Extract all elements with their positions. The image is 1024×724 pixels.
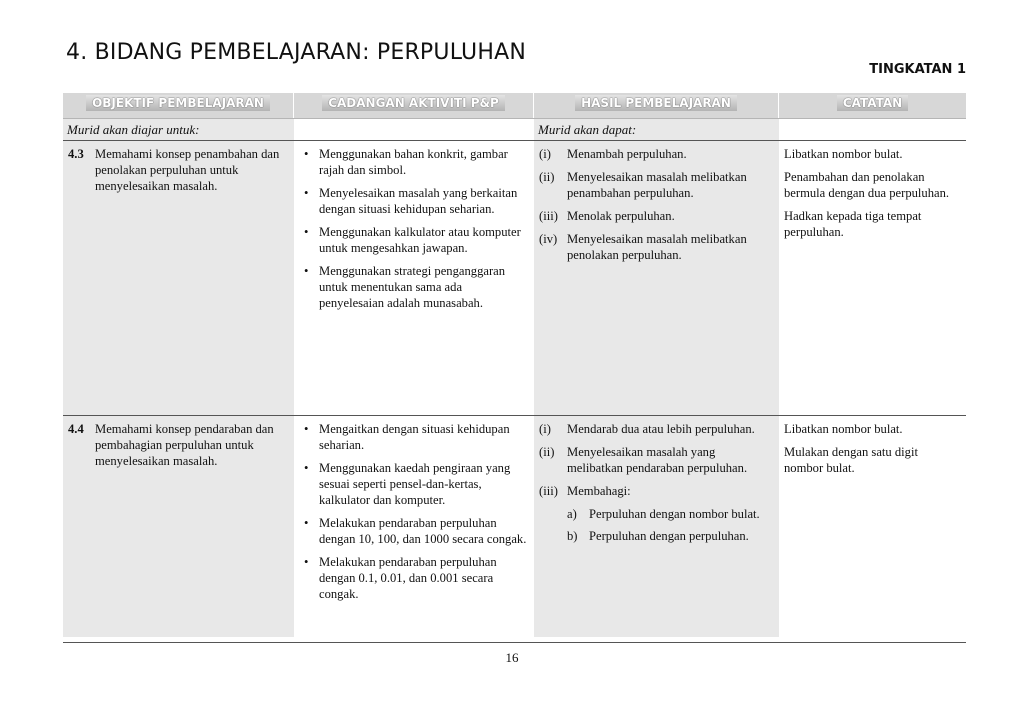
outcome-item [539, 444, 773, 476]
sub-outcome-item [567, 506, 760, 522]
objective-cell [63, 140, 294, 415]
outcome-number: (iv) [539, 232, 558, 246]
objective-text: Memahami konsep penambahan dan penolakan perpuluhan untuk menyelesaikan masalah. [95, 147, 280, 193]
outcome-body [567, 483, 760, 550]
outcome-item [539, 146, 773, 162]
outcome-text: Mendarab dua atau lebih perpuluhan. [567, 422, 755, 436]
objective-row [68, 421, 288, 469]
column-header-catatan [779, 88, 966, 118]
sub-outcome-list [567, 506, 760, 544]
column-header-objektif [63, 88, 294, 118]
outcome-item [539, 421, 773, 437]
activity-item: • Melakukan pendaraban perpuluhan dengan 10, 100, dan 1000 secara congak. [299, 515, 528, 547]
outcome-text: Menyelesaikan masalah yang melibatkan pendaraban perpuluhan. [567, 445, 748, 475]
outcome-list [539, 146, 773, 263]
outcome-number: (iii) [539, 484, 558, 498]
column-header-label: CATATAN [837, 95, 908, 111]
activity-item: • Menggunakan strategi penganggaran untuk menentukan sama ada penyelesaian adalah munasabah. [299, 263, 528, 311]
outcome-list [539, 421, 773, 550]
note-text: Mulakan dengan satu digit nombor bulat. [784, 445, 918, 475]
outcome-number: (iii) [539, 209, 558, 223]
outcome-text: Menyelesaikan masalah melibatkan penolakan perpuluhan. [567, 232, 747, 262]
activity-item: • Mengaitkan dengan situasi kehidupan seharian. [299, 421, 528, 453]
outcome-text: Menolak perpuluhan. [567, 209, 675, 223]
column-header-label: OBJEKTIF PEMBELAJARAN [86, 95, 270, 111]
column-header-label: CADANGAN AKTIVITI P&P [322, 95, 505, 111]
outcome-number: (i) [539, 422, 551, 436]
outcome-item [539, 208, 773, 224]
activity-list [299, 421, 528, 602]
column-header-aktiviti [294, 88, 534, 118]
level-label: TINGKATAN 1 [869, 62, 966, 77]
outcome-number: (i) [539, 147, 551, 161]
subheader-objektif: Murid akan diajar untuk: [63, 118, 294, 140]
sub-outcome-letter: b) [567, 529, 578, 543]
column-header-hasil [534, 88, 779, 118]
activity-item: • Menyelesaikan masalah yang berkaitan dengan situasi kehidupan seharian. [299, 185, 528, 217]
notes-cell [779, 415, 966, 637]
subheader-aktiviti [294, 118, 534, 140]
objective-number: 4.4 [68, 422, 84, 436]
objective-number: 4.3 [68, 147, 84, 161]
outcome-text: Menambah perpuluhan. [567, 147, 687, 161]
activity-item: • Menggunakan kalkulator atau komputer untuk mengesahkan jawapan. [299, 224, 528, 256]
objective-text: Memahami konsep pendaraban dan pembahagian perpuluhan untuk menyelesaikan masalah. [95, 422, 274, 468]
outcome-item [539, 231, 773, 263]
page-title: 4. BIDANG PEMBELAJARAN: PERPULUHAN [66, 40, 527, 65]
column-header-label: HASIL PEMBELAJARAN [575, 95, 737, 111]
outcome-text: Membahagi: [567, 484, 631, 498]
note-text: Hadkan kepada tiga tempat perpuluhan. [784, 209, 922, 239]
outcome-text: Menyelesaikan masalah melibatkan penambahan perpuluhan. [567, 170, 747, 200]
sub-outcome-text: Perpuluhan dengan perpuluhan. [589, 529, 749, 543]
note-text: Libatkan nombor bulat. [784, 422, 903, 436]
objective-cell [63, 415, 294, 637]
outcomes-cell [534, 415, 779, 637]
subheader-catatan [779, 118, 966, 140]
activity-item: • Melakukan pendaraban perpuluhan dengan 0.1, 0.01, dan 0.001 secara congak. [299, 554, 528, 602]
subheader-hasil: Murid akan dapat: [534, 118, 779, 140]
outcomes-cell [534, 140, 779, 415]
activity-item: • Menggunakan bahan konkrit, gambar rajah dan simbol. [299, 146, 528, 178]
activity-list [299, 146, 528, 311]
sub-outcome-letter: a) [567, 507, 577, 521]
curriculum-table [63, 88, 966, 637]
activities-cell [294, 140, 534, 415]
outcome-item [539, 169, 773, 201]
sub-outcome-text: Perpuluhan dengan nombor bulat. [589, 507, 760, 521]
activity-item: • Menggunakan kaedah pengiraan yang sesuai seperti pensel-dan-kertas, kalkulator dan komputer. [299, 460, 528, 508]
outcome-number: (ii) [539, 445, 555, 459]
activities-cell [294, 415, 534, 637]
note-text: Libatkan nombor bulat. [784, 147, 903, 161]
outcome-item [539, 483, 773, 550]
objective-row [68, 146, 288, 194]
table-bottom-rule [63, 642, 966, 643]
sub-outcome-item [567, 528, 760, 544]
note-text: Penambahan dan penolakan bermula dengan dua perpuluhan. [784, 170, 950, 200]
page-number: 16 [505, 650, 519, 665]
notes-cell [779, 140, 966, 415]
outcome-number: (ii) [539, 170, 555, 184]
